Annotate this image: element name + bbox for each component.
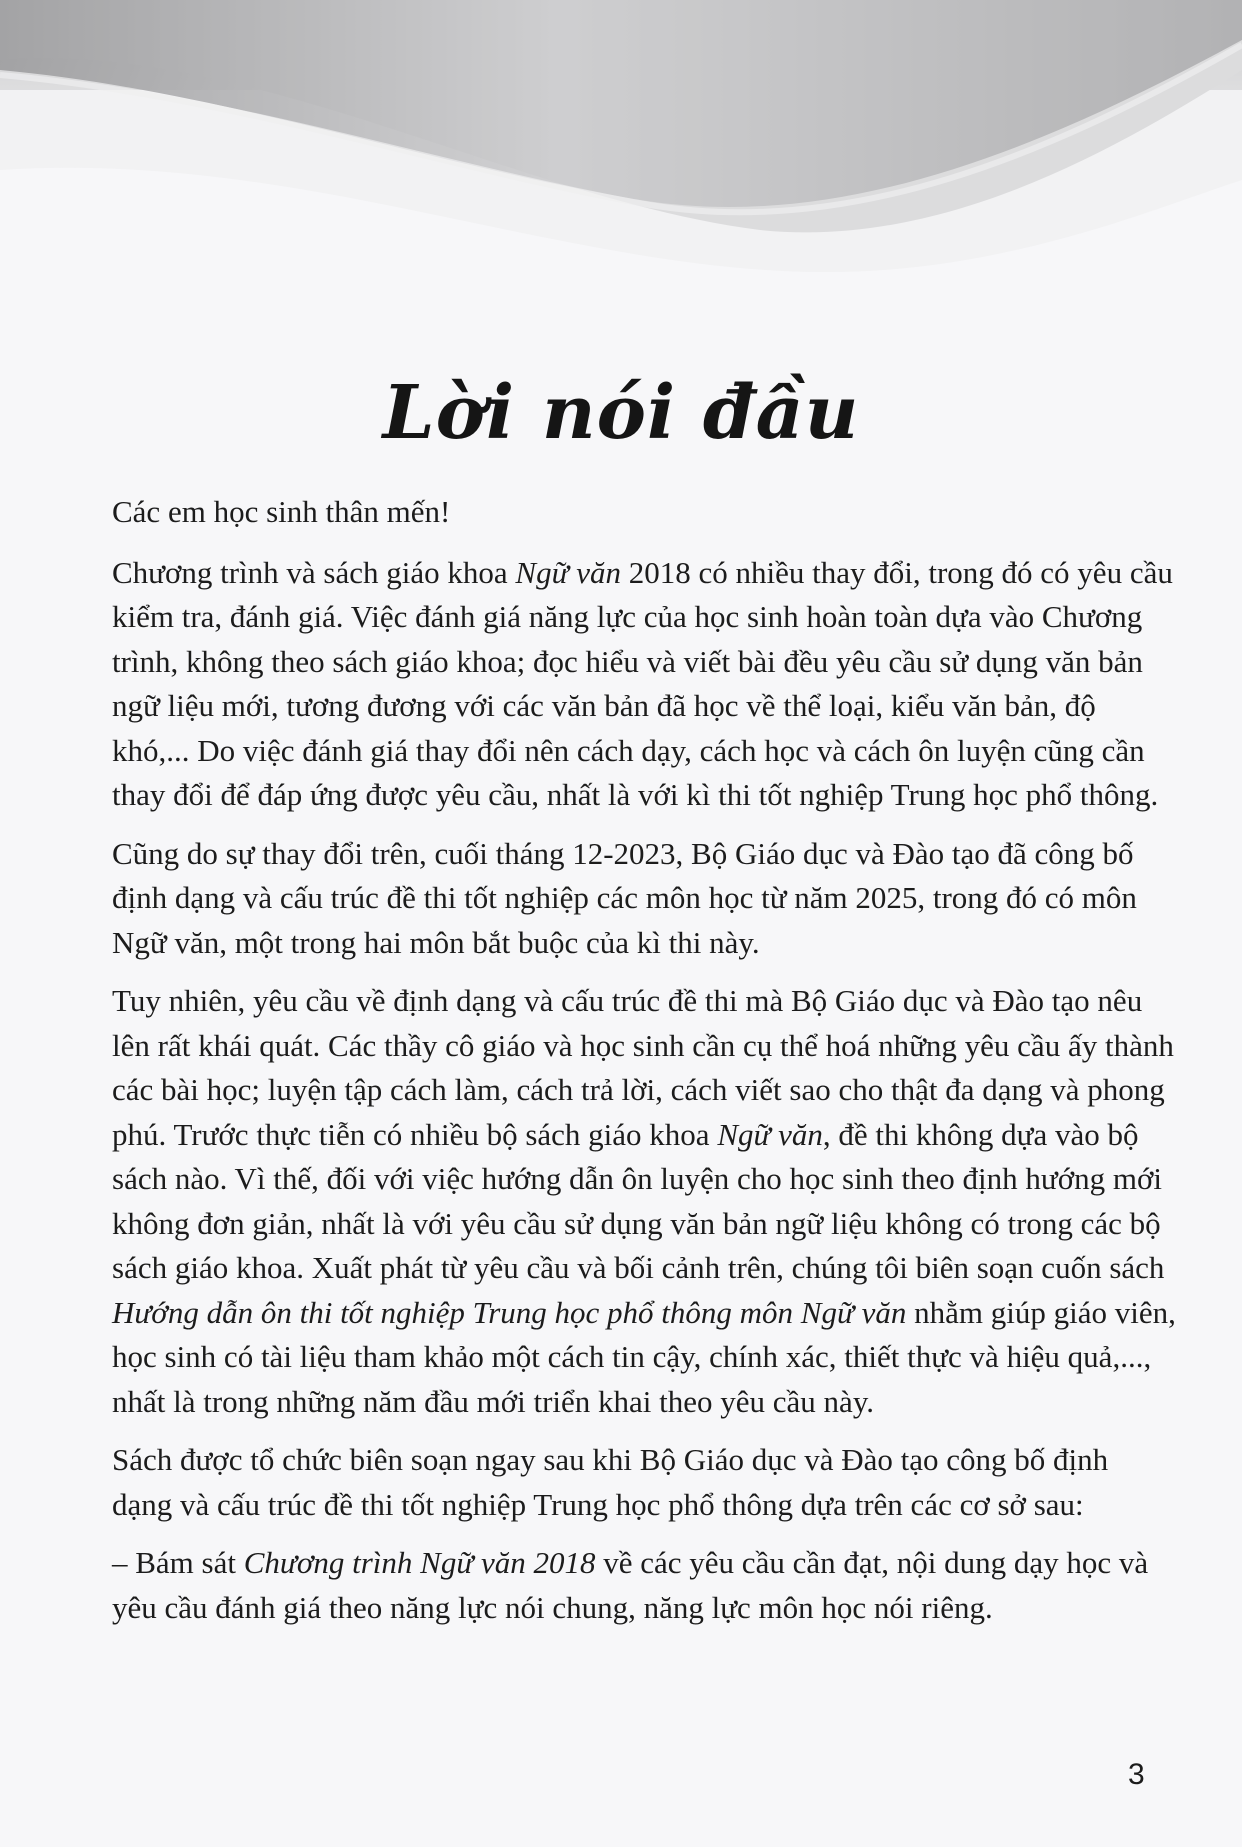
- paragraph-4: Sách được tổ chức biên soạn ngay sau khi Bộ Giáo dục và Đào tạo công bố định dạng và cấu trúc đề thi tốt nghiệp Trung học phổ thông dựa trên các cơ sở sau:: [112, 1442, 1109, 1522]
- page-number: 3: [1128, 1758, 1145, 1791]
- paragraph-2: Cũng do sự thay đổi trên, cuối tháng 12-2023, Bộ Giáo dục và Đào tạo đã công bố định dạng và cấu trúc đề thi tốt nghiệp các môn học từ năm 2025, trong đó có môn Ngữ văn, một trong hai môn bắt buộc của kì thi này.: [112, 835, 1137, 960]
- header-wave-decoration: [0, 0, 1242, 280]
- paragraph-5-text-cont: về các yêu cầu cần đạt, nội dung dạy học và yêu cầu đánh giá theo năng lực nói chung, năng lực môn học nói riêng.: [112, 1545, 1149, 1625]
- paragraph-1: [112, 551, 1176, 818]
- paragraph-3-text-cont: , đề thi không dựa vào bộ sách nào. Vì thế, đối với việc hướng dẫn ôn luyện cho học sinh theo định hướng mới không đơn giản, nhất là với yêu cầu sử dụng văn bản ngữ liệu không có trong các bộ sách giáo khoa. Xuất phát từ yêu cầu và bối cảnh trên, chúng tôi biên soạn cuốn sách: [112, 1116, 1165, 1285]
- greeting: Các em học sinh thân mến!: [112, 494, 451, 529]
- paragraph-3: [112, 979, 1176, 1424]
- paragraph-5-italic: Chương trình Ngữ văn 2018: [243, 1545, 596, 1580]
- paragraph-1-italic: Ngữ văn: [515, 554, 621, 590]
- paragraph-3-text-end: nhằm giúp giáo viên, học sinh có tài liệu tham khảo một cách tin cậy, chính xác, thiết thực và hiệu quả,..., nhất là trong những năm đầu mới triển khai theo yêu cầu này.: [112, 1294, 1176, 1419]
- paragraph-3-text: Tuy nhiên, yêu cầu về định dạng và cấu trúc đề thi mà Bộ Giáo dục và Đào tạo nêu lên rất khái quát. Các thầy cô giáo và học sinh cần cụ thể hoá những yêu cầu ấy thành các bài học; luyện tập cách làm, cách trả lời, cách viết sao cho thật đa dạng và phong phú. Trước thực tiễn có nhiều bộ sách giáo khoa: [112, 983, 1174, 1152]
- paragraph-3-italic-book-title: Hướng dẫn ôn thi tốt nghiệp Trung học phổ thông môn Ngữ văn: [112, 1294, 907, 1330]
- foreword-body: [112, 490, 1176, 1644]
- paragraph-1-text: Chương trình và sách giáo khoa: [112, 554, 516, 590]
- paragraph-1-text-cont: 2018 có nhiều thay đổi, trong đó có yêu cầu kiểm tra, đánh giá. Việc đánh giá năng lực của học sinh hoàn toàn dựa vào Chương trình, không theo sách giáo khoa; đọc hiểu và viết bài đều yêu cầu sử dụng văn bản ngữ liệu mới, tương đương với các văn bản đã học về thể loại, kiểu văn bản, độ khó,... Do việc đánh giá thay đổi nên cách dạy, cách học và cách ôn luyện cũng cần thay đổi để đáp ứng được yêu cầu, nhất là với kì thi tốt nghiệp Trung học phổ thông.: [112, 554, 1173, 812]
- paragraph-3-italic-subject: Ngữ văn: [717, 1116, 823, 1152]
- page-title: Lời nói đầu: [382, 370, 860, 456]
- wave-bottom-edge: [0, 0, 1242, 272]
- paragraph-5-text: – Bám sát: [112, 1545, 244, 1580]
- paragraph-5-bullet: [112, 1541, 1176, 1630]
